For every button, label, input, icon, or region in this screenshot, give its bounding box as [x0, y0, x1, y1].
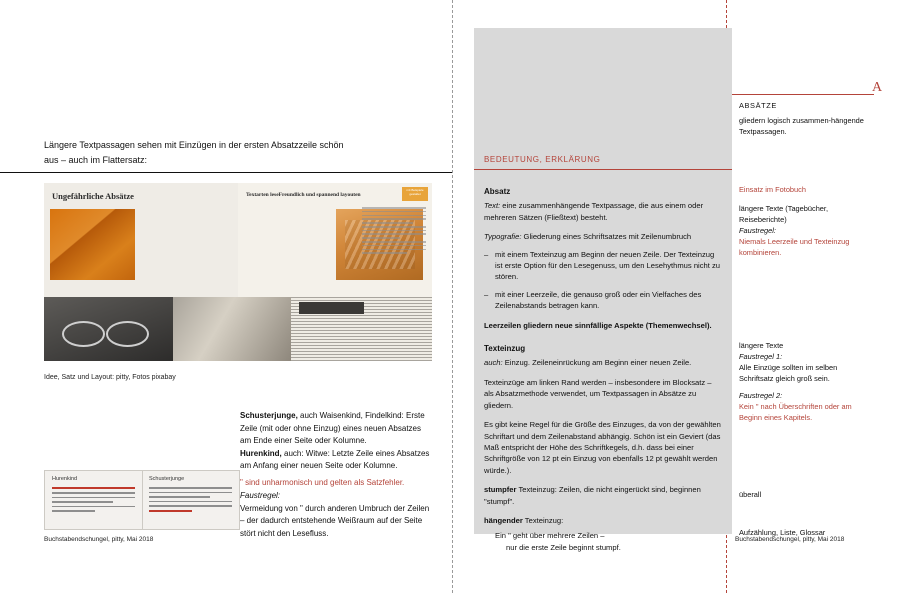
margin-block-absaetze	[739, 100, 871, 137]
hurenkind-schusterjunge-diagram	[44, 470, 240, 530]
main-body-text	[484, 186, 722, 553]
para-leerzeilen-text: Leerzeilen gliedern neue sinnfällige Aspekte (Themenwechsel).	[484, 320, 712, 330]
para-stumpfer-body: Texteinzug: Zeilen, die nicht eingerückt sind, beginnen "stumpf".	[484, 485, 701, 506]
margin-head-fotobuch: Einsatz im Fotobuch	[739, 185, 806, 194]
diagram-lines-right	[149, 487, 232, 515]
absatz-list	[484, 249, 722, 312]
margin-text-fotobuch: längere Texte (Tagebücher, Reiseberichte)	[739, 204, 829, 224]
satzfehler-note: " sind unharmonisch und gelten als Satzfehler.	[240, 478, 405, 487]
diagram-half-hurenkind	[45, 471, 143, 529]
newspaper-photo	[291, 297, 432, 361]
origami-image-left	[50, 209, 135, 280]
right-page-footer: Buchstabendschungel, pitty, Mai 2018	[735, 536, 845, 543]
haengender-line-2: nur die erste Zeile beginnt stumpf.	[506, 542, 621, 552]
margin-text-faustregel-2: Alle Einzüge sollten im selben Schriftsatz gleich groß sein.	[739, 363, 838, 383]
diagram-half-schusterjunge	[142, 471, 239, 529]
para-texteinzug-1: Texteinzüge am linken Rand werden – insbesondere im Blocksatz – als Absatzmethode verwendet, um Textpassagen in Absätze zu gliedern.	[484, 377, 712, 410]
margin-label-faustregel-3: Faustregel 2:	[739, 391, 783, 400]
schusterjunge-block	[240, 410, 434, 473]
margin-text-absaetze: gliedern logisch zusammen-hängende Textpassagen.	[739, 116, 864, 136]
haengender-line-1: Ein " geht über mehrere Zeilen –	[495, 531, 605, 541]
lead-paragraph: Längere Textpassagen sehen mit Einzügen in der ersten Absatzzeile schön aus – auch im Flattersatz:	[44, 140, 344, 165]
magazine-spread-photo	[44, 183, 432, 361]
margin-text-ueberall: überall	[739, 490, 762, 499]
margin-block-laengere-texte	[739, 340, 871, 423]
top-red-rule	[732, 94, 874, 95]
diagram-label-schusterjunge: Schusterjunge	[149, 476, 185, 482]
photo-bottom-row	[44, 297, 432, 361]
list-item: – mit einer Leerzeile, die genauso groß oder ein Vielfaches des Zeilenabstands betragen kann.	[495, 289, 722, 312]
para-auch	[484, 357, 722, 368]
margin-label-faustregel-1: Faustregel:	[739, 226, 776, 235]
margin-text-aufzaehlung: Aufzählung, Liste, Glossar	[739, 528, 826, 537]
margin-text-laengere-texte: längere Texte	[739, 341, 784, 350]
para-leerzeilen	[484, 320, 722, 331]
label-stumpfer: stumpfer	[484, 485, 517, 495]
diagram-caption: Buchstabendschungel, pitty, Mai 2018	[44, 536, 154, 543]
section-title: BEDEUTUNG, ERKLÄRUNG	[484, 155, 601, 164]
spread-title-left: Ungefährliche Absätze	[52, 191, 134, 201]
list-item: – mit einem Texteinzug am Beginn der neuen Zeile. Der Texteinzug ist erste Option für den Lesegenuss, um den Lesehythmus nicht zu stören.	[495, 249, 722, 283]
para-stumpfer	[484, 484, 722, 507]
para-auch-body: Einzug. Zeileneinrückung am Beginn einer neuen Zeile.	[502, 358, 692, 368]
heading-texteinzug: Texteinzug	[484, 344, 526, 354]
spread-page-left	[44, 183, 238, 297]
para-absatz-text-body: eine zusammenhängende Textpassage, die aus einem oder mehreren Sätzen (Fließtext) besteht.	[484, 201, 704, 222]
section-red-rule	[474, 169, 732, 170]
label-auch: auch:	[484, 358, 503, 368]
margin-head-absaetze: ABSÄTZE	[739, 101, 777, 110]
margin-text-faustregel-3: Kein " nach Überschriften oder am Beginn eines Kapitels.	[739, 402, 852, 422]
para-texteinzug-2: Es gibt keine Regel für die Größe des Einzuges, da von der gewählten Schriftart und dem Zeilenabstand abhängig. Schön ist ein Geviert (das Maß entspricht der Höhe des Schriftkegels, d.h. dass bei einer Schriftgröße von 12 pt ein Einzug von ebenfalls 12 pt gewählt werden würde.).	[484, 420, 721, 475]
margin-label-faustregel-2: Faustregel 1:	[739, 352, 783, 361]
mini-text-columns	[362, 207, 426, 285]
margin-block-ueberall	[739, 489, 871, 500]
corner-tab-label: mit Beispiele gestaltet	[406, 188, 424, 196]
diagram-lines-left	[52, 487, 135, 515]
glasses-photo	[44, 297, 173, 361]
right-page	[474, 28, 883, 552]
diagram-label-hurenkind: Hurenkind	[52, 476, 78, 482]
para-absatz-text	[484, 200, 722, 223]
label-text: Text:	[484, 201, 501, 211]
para-typografie-body: Gliederung eines Schriftsatzes mit Zeilenumbruch	[521, 232, 692, 242]
term-hurenkind: Hurenkind,	[240, 448, 282, 458]
para-haengender	[484, 515, 722, 526]
label-haengender: hängender	[484, 515, 523, 525]
vermeidung-block	[240, 490, 434, 540]
spread-page-right	[238, 183, 432, 297]
vermeidung-text: Vermeidung von " durch anderen Umbruch der Zeilen – der dadurch entstehende Weißraum auf der Seite stört nicht den Lesefluss.	[240, 503, 430, 538]
page-letter-marker: A	[872, 80, 883, 95]
term-schusterjunge: Schusterjunge,	[240, 411, 298, 420]
para-haengender-body: Texteinzug:	[522, 515, 564, 525]
label-typografie: Typografie:	[484, 232, 522, 242]
photo-content	[44, 183, 432, 361]
term-schusterjunge-text: auch Waisenkind, Findelkind: Erste Zeile (mit oder ohne Einzug) eines neuen Absatzes am Ende einer Seite oder Kolumne.	[240, 411, 425, 445]
photo-caption: Idee, Satz und Layout: pitty, Fotos pixabay	[44, 374, 176, 381]
para-typografie	[484, 231, 722, 242]
guide-dashed-vertical-left	[452, 0, 453, 593]
spread-title-right: Textarten leseFreundlich und spannend layouten	[246, 192, 361, 198]
margin-block-fotobuch	[739, 184, 871, 258]
margin-text-faustregel-1: Niemals Leerzeile und Texteinzug kombinieren.	[739, 237, 850, 257]
faustregel-label: Faustregel:	[240, 491, 281, 500]
crumpled-paper-photo	[173, 297, 291, 361]
heading-absatz: Absatz	[484, 187, 511, 196]
term-hurenkind-text: auch: Witwe: Letzte Zeile eines Absatzes am Anfang einer neuen Seite oder Kolumne.	[240, 448, 430, 470]
